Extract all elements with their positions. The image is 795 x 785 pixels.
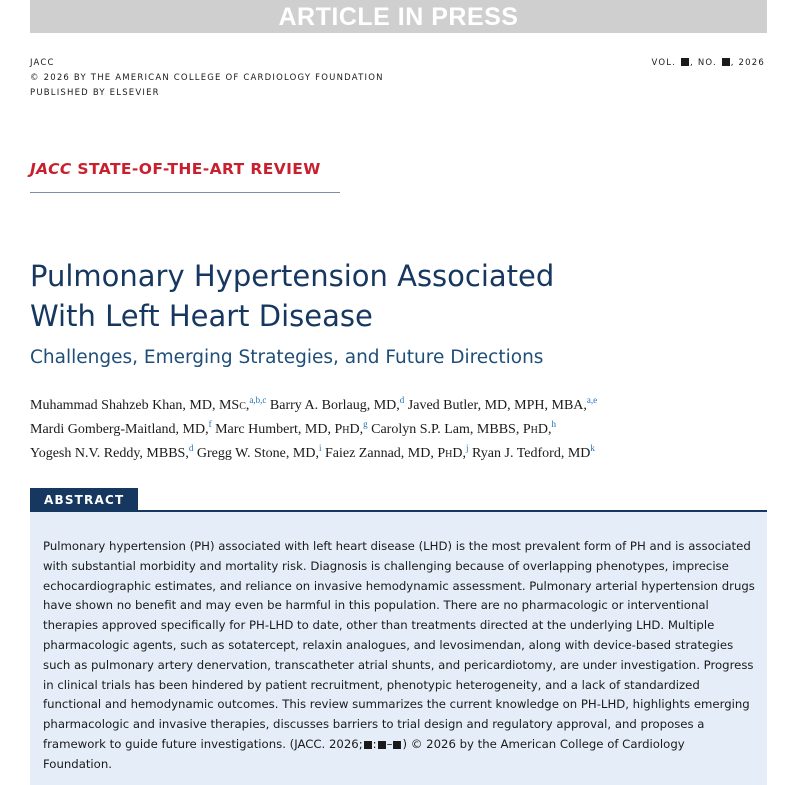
section-label [30, 160, 321, 178]
author-degree-tail: D, [349, 422, 364, 437]
author-degree: Sc [231, 398, 246, 413]
affiliation-sup[interactable]: h [551, 419, 556, 429]
citation-end-page-block [393, 741, 401, 749]
affiliation-sup[interactable]: a,e [586, 395, 598, 405]
affiliation-sup[interactable]: j [466, 443, 469, 453]
section-label-rest: STATE-OF-THE-ART REVIEW [71, 160, 321, 178]
author-list: Muhammad Shahzeb Khan, MD, MSc,$^{a,b,c}$ Barry A. Borlaug, MD,$^d$ Javed Butler, MD, MPH, MBA,$^{a,e}$ Mardi Gomberg-Maitland, MD,$^f$ Marc Humbert, MD, PhD,$^g$ Carolyn S.P. Lam, MBBS, PhD,$^h$ Yogesh N.V. Reddy, MBBS,$^d$ Gregg W. Stone, MD,$^i$ Faiez Zannad, MD, PhD,$^j$ Ryan J. Tedford, $MD^k$ [30, 395, 598, 461]
volume-placeholder-block [681, 58, 689, 66]
citation-volume-block [364, 741, 372, 749]
author-degree: h [342, 422, 350, 437]
title-line-1: Pulmonary Hypertension Associated [30, 259, 555, 293]
masthead-left [30, 56, 384, 101]
citation-prefix: (JACC. 2026; [289, 736, 363, 751]
author-name: Muhammad Shahzeb Khan, MD, M [30, 398, 232, 413]
publisher-line: PUBLISHED BY ELSEVIER [30, 88, 160, 98]
author-name: Gregg W. Stone, MD, [193, 446, 319, 461]
author-name: Javed Butler, MD, MPH, MBA, [404, 398, 587, 413]
abstract-top-rule [30, 510, 767, 512]
journal-name: JACC [30, 58, 55, 68]
copyright-line: © 2026 BY THE AMERICAN COLLEGE OF CARDIOLOGY FOUNDATION [30, 73, 384, 83]
author-name: Ryan J. Tedford, MD [468, 446, 591, 461]
abstract-heading: ABSTRACT [30, 488, 138, 512]
year-label: , 2026 [730, 58, 765, 68]
author-degree: h [445, 446, 453, 461]
section-divider [30, 192, 340, 193]
author-name: Faiez Zannad, MD, P [321, 446, 446, 461]
no-label: , NO. [690, 58, 717, 68]
author-name: Barry A. Borlaug, MD, [266, 398, 400, 413]
section-label-journal: JACC [30, 160, 72, 178]
author-name: Marc Humbert, MD, P [211, 422, 343, 437]
title-line-2: With Left Heart Disease [30, 299, 373, 333]
affiliation-sup[interactable]: d [188, 443, 194, 453]
number-placeholder-block [722, 58, 730, 66]
article-subtitle: Challenges, Emerging Strategies, and Future Directions [30, 347, 544, 368]
author-name: Yogesh N.V. Reddy, MBBS, [30, 446, 189, 461]
volume-info [652, 56, 765, 71]
banner-text: ARTICLE IN PRESS [278, 3, 519, 31]
abstract-body [43, 537, 755, 775]
author-name: Carolyn S.P. Lam, MBBS, P [367, 422, 531, 437]
author-degree: h [530, 422, 538, 437]
author-degree-tail: D, [452, 446, 466, 461]
affiliation-sup[interactable]: f [208, 419, 212, 429]
affiliation-sup[interactable]: i [318, 443, 322, 453]
author-degree-tail: D, [537, 422, 552, 437]
author-name: Mardi Gomberg-Maitland, MD, [30, 422, 209, 437]
affiliation-sup[interactable]: g [363, 419, 368, 429]
affiliation-sup[interactable]: k [590, 443, 595, 453]
article-in-press-banner [30, 0, 767, 33]
vol-label: VOL. [651, 58, 677, 68]
citation-dash: – [386, 736, 393, 751]
affiliation-sup[interactable]: d [399, 395, 405, 405]
abstract-main-text: Pulmonary hypertension (PH) associated with left heart disease (LHD) is the most prevalent form of PH and is associated with substantial morbidity and mortality risk. Diagnosis is challenging because of overlapping phenotypes, imprecise echocardiographic estimates, and reliance on invasive hemodynamic assessment. Pulmonary arterial hypertension drugs have shown no benefit and may even be harmful in this population. There are no pharmacologic or interventional therapies approved specifically for PH-LHD to date, other than treatments directed at the underlying LHD. Multiple pharmacologic agents, such as sotatercept, relaxin analogues, and levosimendan, along with device-based strategies such as pulmonary artery denervation, transcatheter atrial shunts, and pericardiotomy, are under investigation. Progress in clinical trials has been hindered by patient recruitment, phenotypic heterogeneity, and a lack of standardized functional and hemodynamic outcomes. This review summarizes the current knowledge on PH-LHD, highlights emerging pharmacologic and invasive therapies, discusses barriers to trial design and regulatory approval, and proposes a framework to guide future investigations. [43, 539, 755, 751]
citation-suffix: ) © 2026 by the American College of Cardiology Foundation. [43, 736, 685, 771]
article-title [30, 256, 750, 336]
affiliation-sup[interactable]: a,b,c [249, 395, 267, 405]
citation-start-page-block [378, 741, 386, 749]
citation-colon: : [372, 736, 377, 751]
